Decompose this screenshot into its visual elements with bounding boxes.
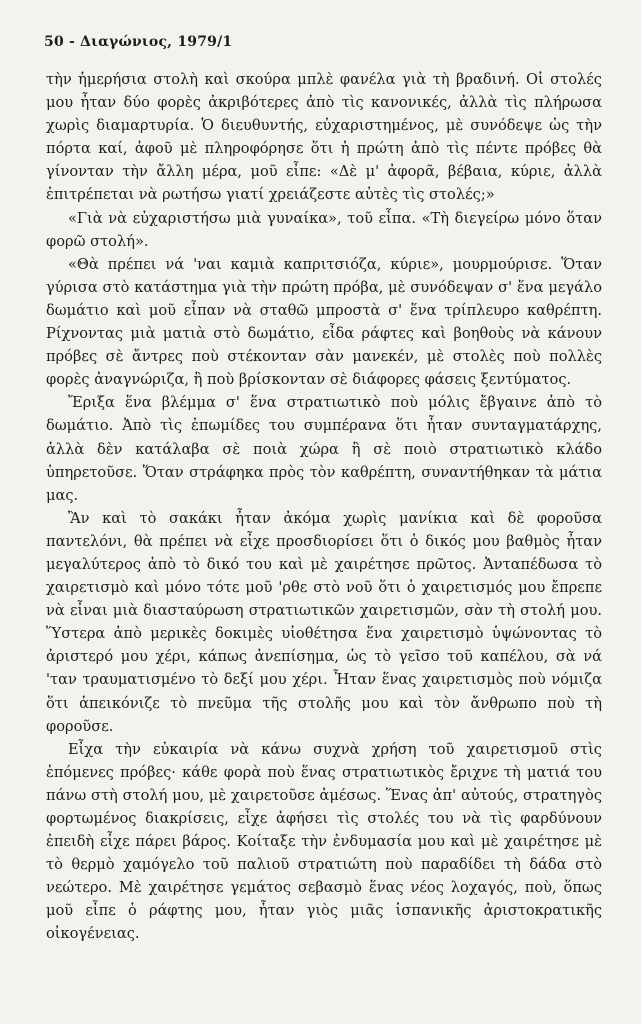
body-text	[46, 68, 602, 946]
paragraph: Εἶχα τὴν εὐκαιρία νὰ κάνω συχνὰ χρήση τοῦ χαιρετισμοῦ στὶς ἑπόμενες πρόβες· κάθε φορὰ ποὺ ἕνας στρατιωτικὸς ἔριχνε τὴ ματιά του πάνω στὴ στολή μου, μὲ χαιρετοῦσε ἀμέσως. Ἕνας ἀπ' αὐτούς, στρατηγὸς φορτωμένος διακρίσεις, εἶχε ἀφήσει τὶς στολές του νὰ τὶς φαρδύνουν ἐπειδὴ εἶχε πάρει βάρος. Κοίταξε τὴν ἐνδυμασία μου καὶ μὲ χαιρέτησε μὲ τὸ θερμὸ χαμόγελο τοῦ παλιοῦ στρατιώτη ποὺ παραδίδει τὴ δάδα στὸ νεώτερο. Μὲ χαιρέτησε γεμάτος σεβασμὸ ἕνας νέος λοχαγός, ποὺ, ὅπως μοῦ εἶπε ὁ ράφτης μου, ἦταν γιὸς μιᾶς ἱσπανικῆς ἀριστοκρατικῆς οἰκογένειας.	[46, 740, 602, 943]
paragraph: «Γιὰ νὰ εὐχαριστήσω μιὰ γυναίκα», τοῦ εἶπα. «Τὴ διεγείρω μόνο ὅταν φορῶ στολή».	[46, 209, 602, 250]
running-head: 50 - Διαγώνιος, 1979/1	[44, 34, 233, 50]
paragraph: τὴν ἡμερήσια στολὴ καὶ σκούρα μπλὲ φανέλα γιὰ τὴ βραδινή. Οἱ στολές μου ἦταν δύο φορὲς ἀκριβότερες ἀπὸ τὶς κανονικές, ἀλλὰ τὶς πλήρωσα χωρὶς διαμαρτυρία. Ὁ διευθυντής, εὐχαριστημένος, μὲ συνόδεψε ὡς τὴν πόρτα καί, ἀφοῦ μὲ πληροφόρησε ὅτι ἡ πρώτη ἀπὸ τὶς πέντε πρόβες θὰ γίνονταν τὴν ἄλλη μέρα, μοῦ εἶπε: «Δὲ μ' ἀφορᾶ, βέβαια, κύριε, ἀλλὰ ἐπιτρέπεται νὰ ρωτήσω γιατί χρειάζεστε αὐτὲς τὶς στολές;»	[46, 71, 602, 204]
paragraph: Ἂν καὶ τὸ σακάκι ἦταν ἀκόμα χωρὶς μανίκια καὶ δὲ φοροῦσα παντελόνι, θὰ πρέπει νὰ εἶχε προσδιορίσει ὅτι ὁ δικός μου βαθμὸς ἦταν μεγαλύτερος ἀπὸ τὸ δικό του καὶ μὲ χαιρέτησε πρῶτος. Ἀνταπέδωσα τὸ χαιρετισμὸ καὶ μόνο τότε μοῦ 'ρθε στὸ νοῦ ὅτι ὁ χαιρετισμός μου ἔπρεπε νὰ εἶναι μιὰ διασταύρωση στρατιωτικῶν χαιρετισμῶν, σὰν τὴ στολή μου. Ὕστερα ἀπὸ μερικὲς δοκιμὲς υἱοθέτησα ἕνα χαιρετισμὸ ὑψώνοντας τὸ ἀριστερό μου χέρι, κάπως ἀνεπίσημα, ὡς τὸ γεῖσο τοῦ καπέλου, σὰ νά 'ταν τραυματισμένο τὸ δεξί μου χέρι. Ἦταν ἕνας χαιρετισμὸς ποὺ νόμιζα ὅτι ἀπεικόνιζε τὸ πνεῦμα τῆς στολῆς μου καὶ τὸν ἄνθρωπο ποὺ τὴ φοροῦσε.	[46, 509, 602, 735]
paragraph: Ἔριξα ἕνα βλέμμα σ' ἕνα στρατιωτικὸ ποὺ μόλις ἔβγαινε ἀπὸ τὸ δωμάτιο. Ἀπὸ τὶς ἐπωμίδες του συμπέρανα ὅτι ἦταν συνταγματάρχης, ἀλλὰ δὲν κατάλαβα σὲ ποιὰ χώρα ἢ σὲ ποιὸ στρατιωτικὸ κλάδο ὑπηρετοῦσε. Ὅταν στράφηκα πρὸς τὸν καθρέπτη, συναντήθηκαν τὰ μάτια μας.	[46, 394, 602, 504]
paragraph: «Θὰ πρέπει νά 'ναι καμιὰ καπριτσιόζα, κύριε», μουρμούρισε. Ὅταν γύρισα στὸ κατάστημα γιὰ τὴν πρώτη πρόβα, μὲ συνόδεψαν σ' ἕνα μεγάλο δωμάτιο καὶ μοῦ εἶπαν νὰ σταθῶ μπροστὰ σ' ἕνα τρίπλευρο καθρέπτη. Ρίχνοντας μιὰ ματιὰ στὸ δωμάτιο, εἶδα ράφτες καὶ βοηθοὺς νὰ κάνουν πρόβες σὲ ἄντρες ποὺ στέκονταν σὰν μανεκέν, μὲ στολὲς ποὺ πολλὲς φορὲς ἀναγνώριζα, ἢ ποὺ βρίσκονταν σὲ διάφορες φάσεις ξεντύματος.	[46, 255, 602, 389]
